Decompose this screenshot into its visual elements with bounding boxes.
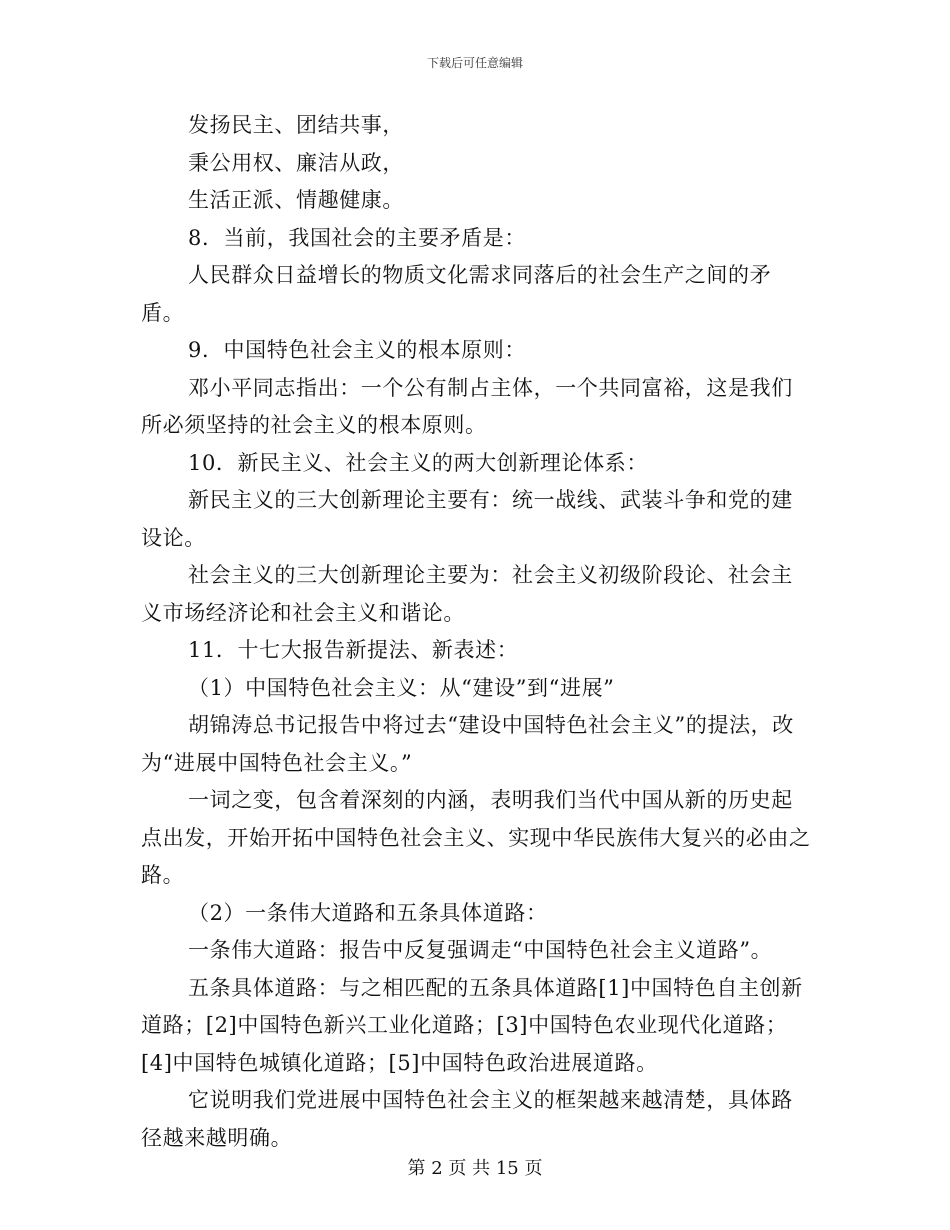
paragraph: 8．当前，我国社会的主要矛盾是： — [188, 225, 526, 250]
paragraph: （2）一条伟大道路和五条具体道路： — [188, 900, 548, 925]
page-number: 第 2 页 共 15 页 — [407, 1158, 543, 1179]
paragraph: 五条具体道路：与之相匹配的五条具体道路[1]中国特色自主创新道路；[2]中国特色新兴工业化道路；[3]中国特色农业现代化道路；[4]中国特色城镇化道路；[5]中国特色政治进展道路。 — [141, 975, 803, 1075]
page-header-note: 下载后可任意编辑 — [426, 56, 523, 70]
paragraph: 社会主义的三大创新理论主要为：社会主义初级阶段论、社会主义市场经济论和社会主义和谐论。 — [141, 563, 793, 625]
paragraph: 11．十七大报告新提法、新表述： — [188, 638, 519, 662]
document-body — [141, 107, 811, 1157]
paragraph: 一条伟大道路：报告中反复强调走“中国特色社会主义道路”。 — [188, 938, 773, 962]
paragraph: 邓小平同志指出：一个公有制占主体，一个共同富裕，这是我们所必须坚持的社会主义的根本原则。 — [141, 375, 793, 437]
paragraph: 一词之变，包含着深刻的内涵，表明我们当代中国从新的历史起点出发，开始开拓中国特色社会主义、实现中华民族伟大复兴的必由之路。 — [141, 788, 811, 887]
paragraph: 秉公用权、廉洁从政， — [188, 150, 404, 175]
paragraph: 10．新民主义、社会主义的两大创新理论体系： — [188, 450, 648, 475]
paragraph: 人民群众日益增长的物质文化需求同落后的社会生产之间的矛盾。 — [141, 263, 772, 325]
paragraph: 发扬民主、团结共事， — [188, 113, 404, 137]
paragraph: 胡锦涛总书记报告中将过去“建设中国特色社会主义”的提法，改为“进展中国特色社会主义。” — [141, 713, 794, 775]
paragraph: 9．中国特色社会主义的根本原则： — [188, 338, 526, 362]
paragraph: 生活正派、情趣健康。 — [188, 188, 404, 212]
paragraph: （1）中国特色社会主义：从“建设”到“进展” — [188, 675, 615, 700]
paragraph: 它说明我们党进展中国特色社会主义的框架越来越清楚，具体路径越来越明确。 — [141, 1088, 793, 1150]
paragraph: 新民主义的三大创新理论主要有：统一战线、武装斗争和党的建设论。 — [141, 488, 793, 550]
